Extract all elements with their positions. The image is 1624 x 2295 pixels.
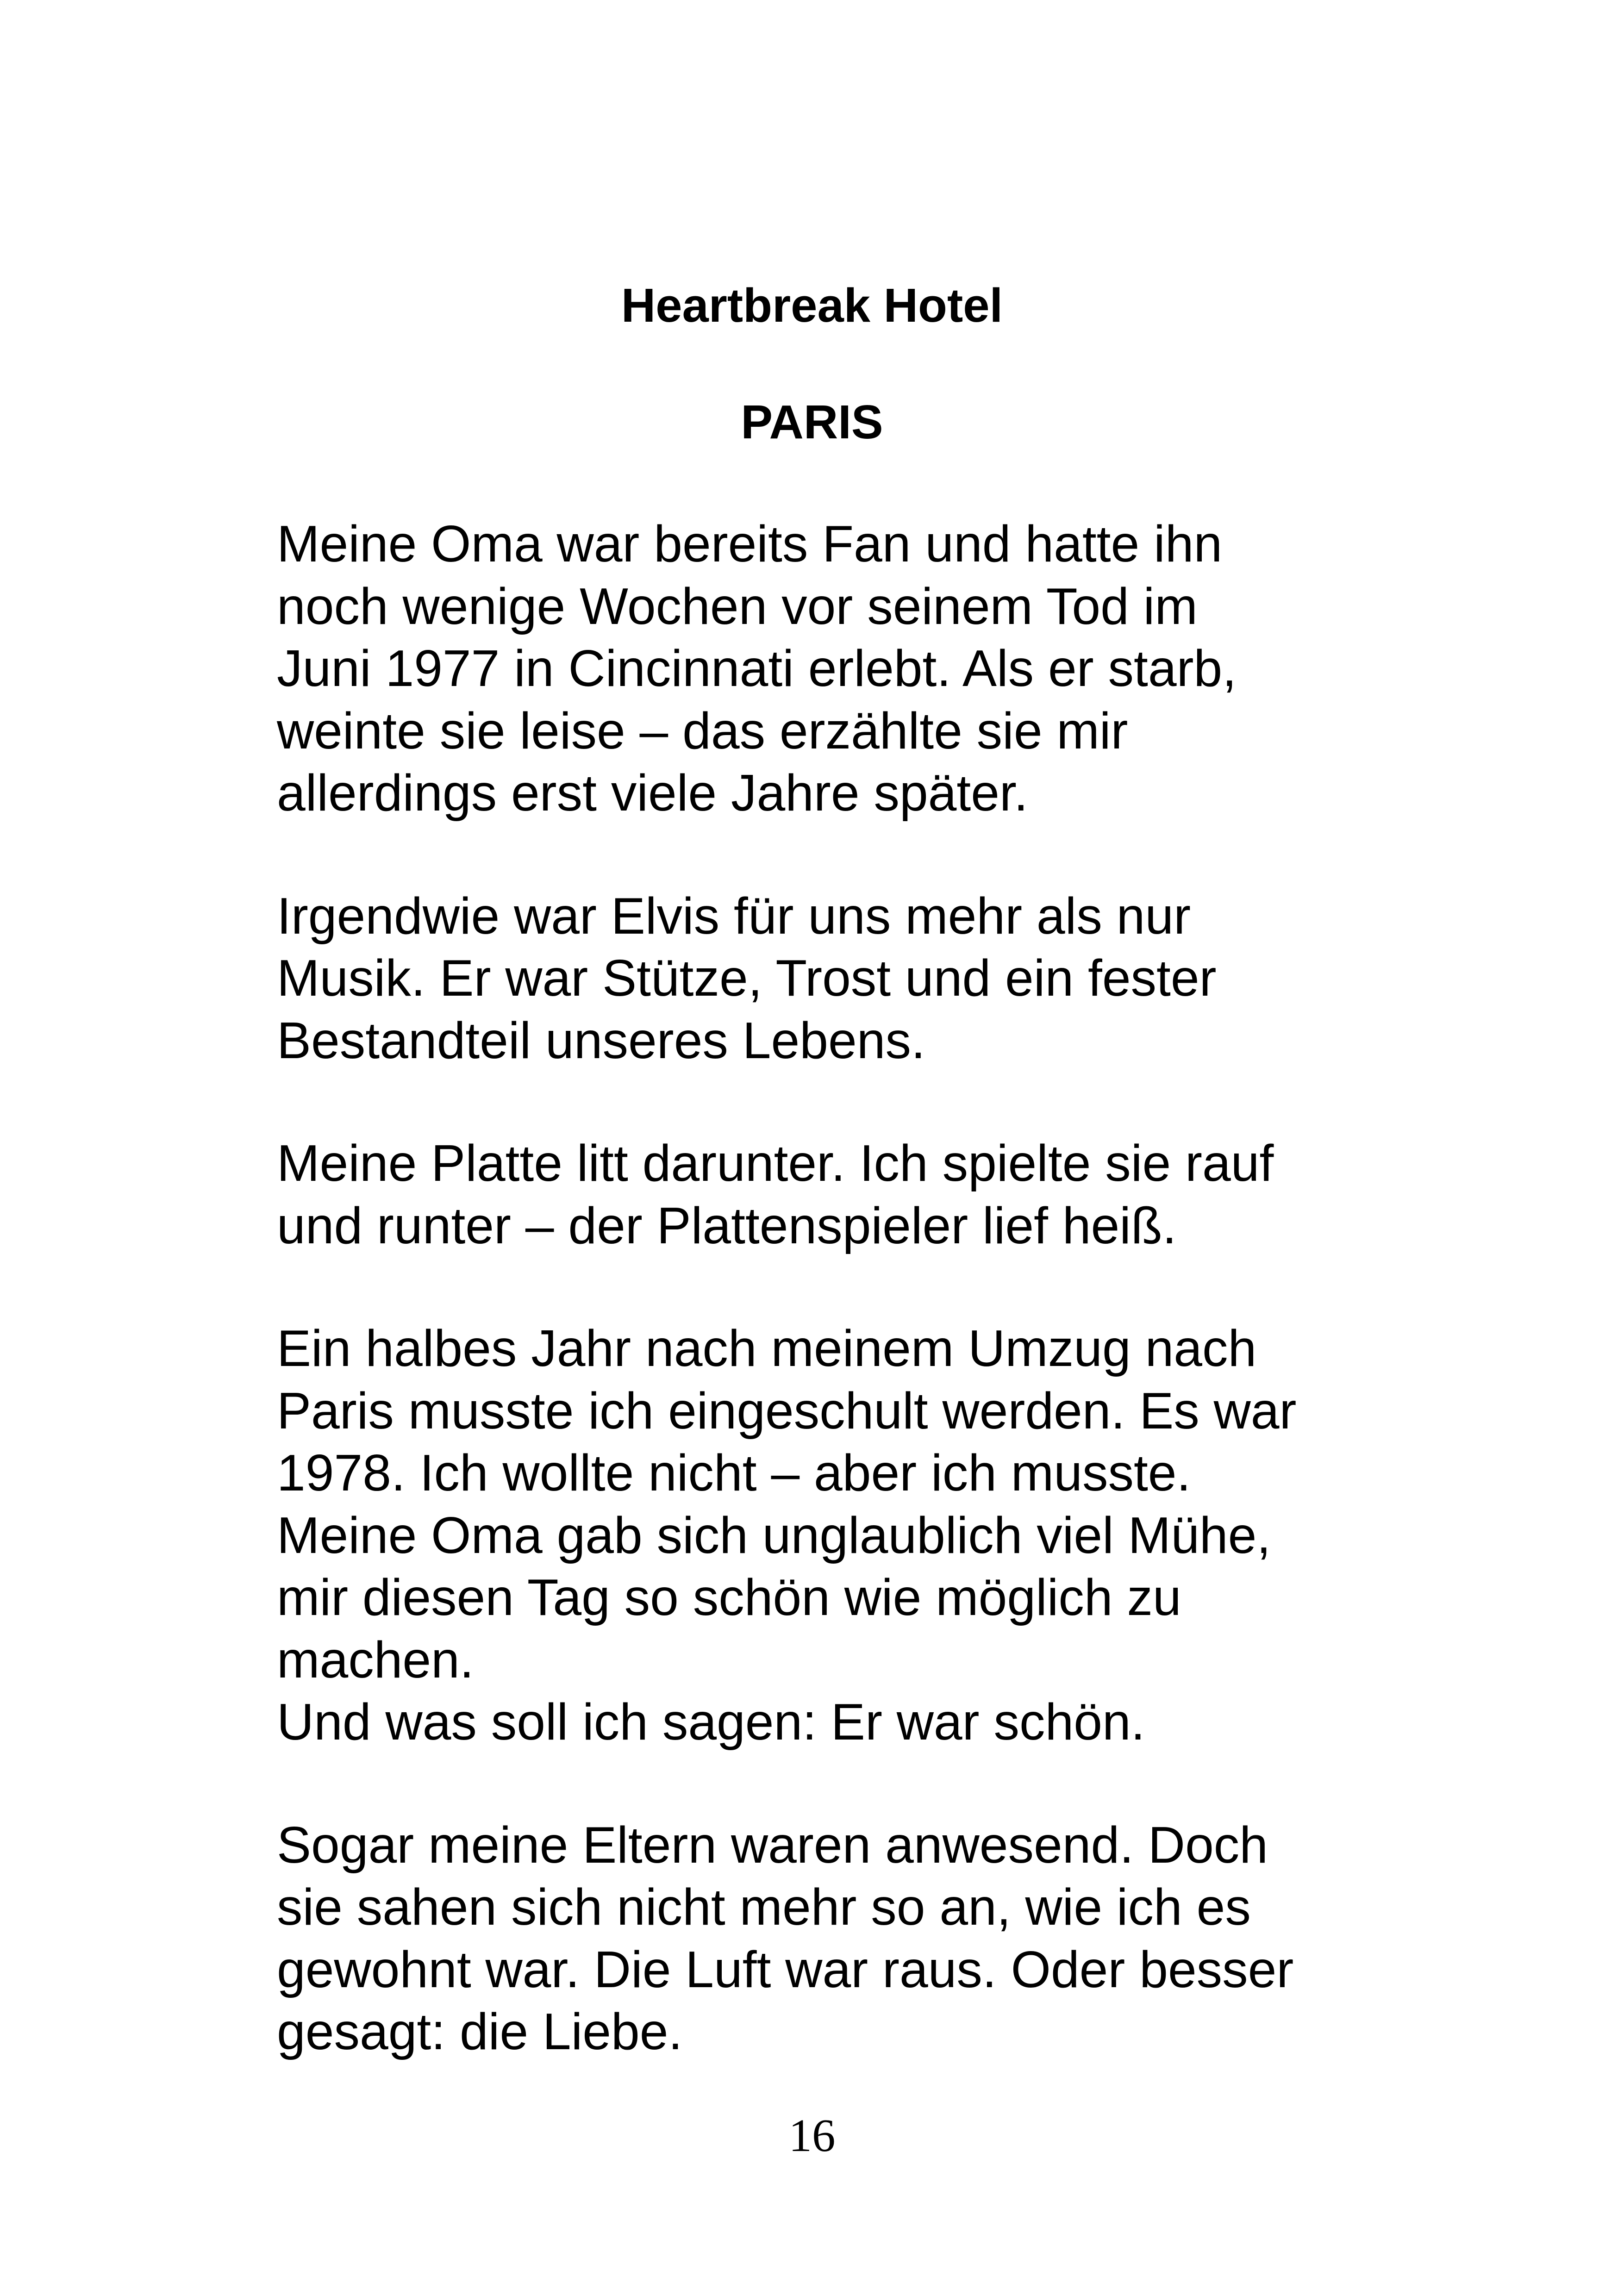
text-line: sie sahen sich nicht mehr so an, wie ich es [277,1878,1251,1936]
paragraph [277,1132,1388,1257]
text-line: Paris musste ich eingeschult werden. Es war [277,1382,1297,1440]
text-line: Meine Platte litt darunter. Ich spielte sie rauf [277,1135,1274,1192]
paragraph [277,1814,1388,2063]
text-line: gewohnt war. Die Luft war raus. Oder besser [277,1940,1294,1998]
text-line: Bestandteil unseres Lebens. [277,1011,925,1069]
text-line: und runter – der Plattenspieler lief heiß. [277,1197,1177,1254]
text-line: noch wenige Wochen vor seinem Tod im [277,577,1198,635]
text-line: mir diesen Tag so schön wie möglich zu [277,1569,1181,1626]
text-line: 1978. Ich wollte nicht – aber ich musste. [277,1444,1191,1502]
chapter-title: Heartbreak Hotel [621,279,1003,332]
text-line: Juni 1977 in Cincinnati erlebt. Als er starb, [277,640,1237,697]
paragraph [277,513,1388,824]
text-line: Musik. Er war Stütze, Trost und ein fester [277,949,1217,1007]
text-line: Meine Oma war bereits Fan und hatte ihn [277,515,1223,573]
paragraph [277,885,1388,1072]
chapter-location: PARIS [741,395,883,449]
text-line: Ein halbes Jahr nach meinem Umzug nach [277,1320,1257,1377]
text-line: Und was soll ich sagen: Er war schön. [277,1693,1145,1751]
page-number: 16 [788,2109,836,2161]
text-line: weinte sie leise – das erzählte sie mir [277,702,1128,760]
paragraph [277,1317,1388,1753]
text-line: machen. [277,1631,474,1689]
text-line: Irgendwie war Elvis für uns mehr als nur [277,887,1191,945]
text-line: Meine Oma gab sich unglaublich viel Mühe, [277,1506,1271,1564]
text-line: Sogar meine Eltern waren anwesend. Doch [277,1816,1268,1874]
text-line: allerdings erst viele Jahre später. [277,764,1028,822]
body-text [277,513,1388,2124]
text-line: gesagt: die Liebe. [277,2003,683,2060]
